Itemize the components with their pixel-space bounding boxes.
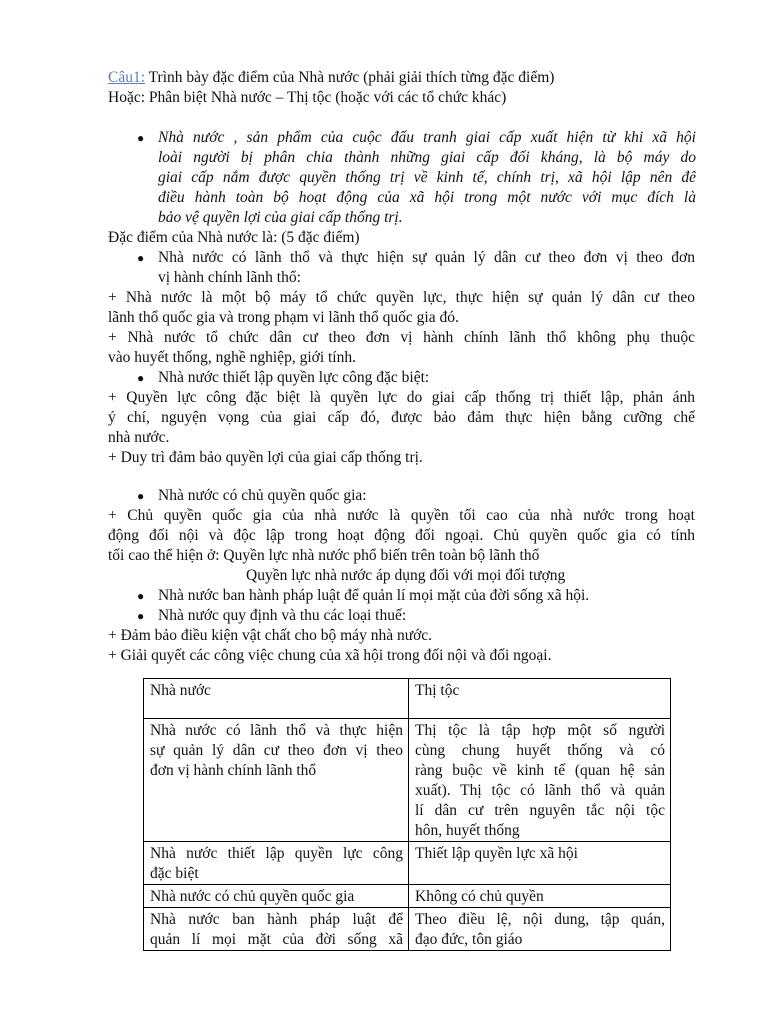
cell-line: đơn vị hành chính lãnh thổ	[150, 762, 317, 779]
feature-1-line: vị hành chính lãnh thổ:	[158, 269, 301, 286]
bullet-dot: ●	[137, 131, 145, 145]
bullet-dot: ●	[137, 589, 145, 603]
cell-line: đặc biệt	[150, 865, 199, 882]
feature-1-point-2: vào huyết thống, nghề nghiệp, giới tính.	[108, 349, 356, 366]
feature-1-point-1: lãnh thổ quốc gia và trong phạm vi lãnh thổ quốc gia đó.	[108, 309, 459, 326]
cell-line: Nhà nước có lãnh thổ và thực hiện	[150, 722, 403, 739]
cell-line: hôn, huyết thống	[415, 822, 520, 839]
table-header-row	[144, 679, 671, 719]
comparison-table	[143, 678, 671, 951]
table-cell	[144, 719, 409, 842]
cell-line: quản lí mọi mặt của đời sống xã	[150, 931, 403, 948]
question-label: Câu1:	[108, 69, 146, 86]
feature-1-point-1: + Nhà nước là một bộ máy tổ chức quyền lực, thực hiện sự quản lý dân cư theo	[108, 289, 695, 306]
definition-line: Nhà nước , sản phẩm của cuộc đấu tranh giai cấp xuất hiện từ khi xã hội	[158, 129, 696, 146]
table-row	[144, 842, 671, 885]
definition-line: giai cấp nắm được quyền thống trị về kinh tế, chính trị, xã hội lập nên để	[158, 169, 696, 186]
feature-2-point-2: + Duy trì đảm bảo quyền lợi của giai cấp thống trị.	[108, 449, 423, 466]
cell-line: Nhà nước thiết lập quyền lực công	[150, 845, 403, 862]
alternative-question: Hoặc: Phân biệt Nhà nước – Thị tộc (hoặc với các tổ chức khác)	[108, 89, 507, 106]
feature-4: Nhà nước ban hành pháp luật để quản lí mọi mặt của đời sống xã hội.	[158, 587, 590, 604]
feature-1-line: Nhà nước có lãnh thổ và thực hiện sự quản lý dân cư theo đơn vị theo đơn	[158, 249, 695, 266]
cell-line: Nhà nước ban hành pháp luật để	[150, 911, 403, 928]
definition-line: bảo vệ quyền lợi của giai cấp thống trị.	[158, 209, 403, 226]
question-heading	[108, 68, 554, 88]
cell-line: Thị tộc là tập hợp một số người	[415, 722, 665, 739]
cell-line: xuất). Thị tộc có lãnh thổ và quản	[415, 782, 665, 799]
table-header-cell: Thị tộc	[409, 679, 671, 719]
bullet-dot: ●	[137, 371, 145, 385]
feature-3: Nhà nước có chủ quyền quốc gia:	[158, 487, 367, 504]
cell-line: Theo điều lệ, nội dung, tập quán,	[415, 911, 665, 928]
feature-1-point-2: + Nhà nước tổ chức dân cư theo đơn vị hành chính lãnh thổ không phụ thuộc	[108, 329, 695, 346]
table-row	[144, 885, 671, 908]
feature-2: Nhà nước thiết lập quyền lực công đặc biệt:	[158, 369, 430, 386]
feature-3-point-1: + Chủ quyền quốc gia của nhà nước là quyền tối cao của nhà nước trong hoạt	[108, 507, 695, 524]
table-cell	[409, 885, 671, 908]
table-cell	[144, 908, 409, 951]
cell-line: đạo đức, tôn giáo	[415, 931, 523, 948]
table-row	[144, 908, 671, 951]
table-cell	[409, 719, 671, 842]
feature-5: Nhà nước quy định và thu các loại thuế:	[158, 607, 407, 624]
feature-5-point-2: + Giải quyết các công việc chung của xã hội trong đối nội và đối ngoại.	[108, 647, 552, 664]
table-cell	[409, 842, 671, 885]
feature-3-point-1: động đối nội và độc lập trong hoạt động đối ngoại. Chủ quyền quốc gia có tính	[108, 527, 695, 544]
table-row	[144, 719, 671, 842]
cell-line: cùng chung huyết thống và có	[415, 742, 665, 759]
feature-5-point-1: + Đảm bảo điều kiện vật chất cho bộ máy nhà nước.	[108, 627, 433, 644]
cell-line: lí dân cư trên nguyên tắc nội tộc	[415, 802, 665, 819]
feature-2-point-1: ý chí, nguyện vọng của giai cấp đó, được bảo đảm thực hiện bằng cưỡng chế	[108, 409, 695, 426]
bullet-dot: ●	[137, 489, 145, 503]
feature-2-point-1: + Quyền lực công đặc biệt là quyền lực do giai cấp thống trị thiết lập, phản ánh	[108, 389, 695, 406]
feature-3-point-1: Quyền lực nhà nước áp dụng đối với mọi đối tượng	[246, 567, 566, 584]
bullet-dot: ●	[137, 609, 145, 623]
question-title: Trình bày đặc điểm của Nhà nước (phải giải thích từng đặc điểm)	[145, 69, 555, 86]
cell-line: Nhà nước có chủ quyền quốc gia	[150, 888, 355, 905]
cell-line: ràng buộc về kinh tế (quan hệ sản	[415, 762, 665, 779]
definition-line: điều hành toàn bộ hoạt động của xã hội trong một nước với mục đích là	[158, 189, 696, 206]
bullet-dot: ●	[137, 251, 145, 265]
cell-line: Không có chủ quyền	[415, 888, 544, 905]
cell-line: Thiết lập quyền lực xã hội	[415, 845, 578, 862]
table-cell	[144, 885, 409, 908]
definition-line: loài người bị phân chia thành những giai cấp đối kháng, là bộ máy do	[158, 149, 696, 166]
table-cell	[144, 842, 409, 885]
table-cell	[409, 908, 671, 951]
table-header-cell: Nhà nước	[144, 679, 409, 719]
feature-3-point-1: tối cao thể hiện ở: Quyền lực nhà nước phổ biến trên toàn bộ lãnh thổ	[108, 547, 540, 564]
feature-2-point-1: nhà nước.	[108, 429, 170, 446]
cell-line: sự quản lý dân cư theo đơn vị theo	[150, 742, 403, 759]
features-intro: Đặc điểm của Nhà nước là: (5 đặc điểm)	[108, 229, 360, 246]
